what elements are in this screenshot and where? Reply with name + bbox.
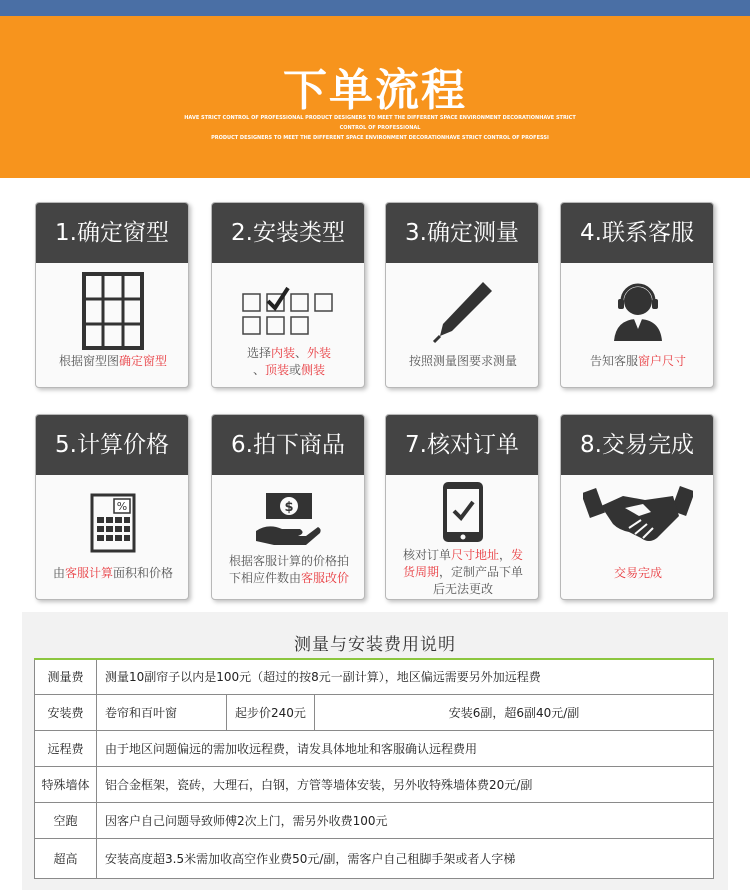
caption-text: 核对订单 <box>402 548 451 562</box>
fee-key: 测量费 <box>35 659 97 695</box>
step-title: 7.核对订单 <box>386 415 538 475</box>
fee-value-b: 起步价240元 <box>227 695 315 731</box>
fee-value: 铝合金框架，瓷砖，大理石，白钢，方管等墙体安装，另外收特殊墙体费20元/副 <box>97 767 714 803</box>
page-title: 下单流程 <box>283 65 467 116</box>
caption-highlight: 货周期 <box>402 565 439 579</box>
fee-key: 安装费 <box>35 695 97 731</box>
fee-key: 空跑 <box>35 803 97 839</box>
caption-text: 下相应件数由 <box>228 571 301 585</box>
table-accent-line <box>34 658 714 660</box>
phone-check-icon <box>386 477 539 547</box>
calculator-icon <box>36 483 189 563</box>
fee-key: 特殊墙体 <box>35 767 97 803</box>
caption-text: 根据客服计算的价格拍 <box>228 554 349 568</box>
header-banner <box>0 16 750 178</box>
header-subtitle <box>170 113 590 143</box>
step-card-6 <box>211 414 365 600</box>
fee-value: 因客户自己问题导致师傅2次上门，需另外收费100元 <box>97 803 714 839</box>
fee-value: 由于地区问题偏远的需加收远程费，请发具体地址和客服确认远程费用 <box>97 731 714 767</box>
table-row <box>35 803 714 839</box>
step-title: 3.确定测量 <box>386 203 538 263</box>
step-caption <box>565 353 711 370</box>
step-title: 4.联系客服 <box>561 203 713 263</box>
caption-text: 、 <box>252 363 265 377</box>
caption-highlight: 确定窗型 <box>119 354 168 368</box>
fee-section <box>22 612 728 890</box>
fee-value: 安装高度超3.5米需加收高空作业费50元/副，需客户自己租脚手架或者人字梯 <box>97 839 714 879</box>
top-strip <box>0 0 750 16</box>
step-caption <box>390 547 536 598</box>
table-row <box>35 839 714 879</box>
caption-text: 按照测量图要求测量 <box>408 354 517 368</box>
step-card-2 <box>211 202 365 388</box>
fee-value: 测量10副帘子以内是100元（超过的按8元一副计算），地区偏远需要另外加远程费 <box>97 659 714 695</box>
step-caption <box>40 353 186 370</box>
caption-text: 或 <box>289 363 302 377</box>
caption-text: 选择 <box>246 346 271 360</box>
fee-section-title: 测量与安装费用说明 <box>294 635 456 655</box>
checkbox-icon <box>212 271 365 351</box>
window-icon <box>36 271 189 351</box>
step-title: 6.拍下商品 <box>212 415 364 475</box>
caption-highlight: 交易完成 <box>613 566 662 580</box>
fee-table <box>34 658 714 879</box>
step-caption <box>216 345 362 379</box>
fee-value-c: 安装6副，超6副40元/副 <box>315 695 714 731</box>
caption-highlight: 客服改价 <box>301 571 350 585</box>
step-caption <box>565 565 711 582</box>
fee-value-a: 卷帘和百叶窗 <box>97 695 227 731</box>
caption-highlight: 尺寸地址 <box>450 548 499 562</box>
caption-highlight: 发 <box>511 548 524 562</box>
step-caption <box>390 353 536 370</box>
step-title: 1.确定窗型 <box>36 203 188 263</box>
money-icon <box>212 479 365 559</box>
fee-key: 超高 <box>35 839 97 879</box>
step-card-4 <box>560 202 714 388</box>
handshake-icon <box>561 477 714 557</box>
table-row <box>35 695 714 731</box>
caption-text: 由 <box>52 566 65 580</box>
step-card-5 <box>35 414 189 600</box>
step-title: 2.安装类型 <box>212 203 364 263</box>
svg-text:%: % <box>116 500 128 513</box>
step-card-8 <box>560 414 714 600</box>
table-row <box>35 767 714 803</box>
table-row <box>35 659 714 695</box>
caption-text: 后无法更改 <box>432 582 493 596</box>
caption-text: 面积和价格 <box>113 566 174 580</box>
svg-text:$: $ <box>284 500 294 515</box>
pen-icon <box>386 271 539 351</box>
steps-grid <box>0 200 750 610</box>
caption-highlight: 窗户尺寸 <box>638 354 687 368</box>
step-caption <box>40 565 186 582</box>
caption-text: 告知客服 <box>589 354 638 368</box>
caption-highlight: 内装 <box>270 346 295 360</box>
fee-key: 远程费 <box>35 731 97 767</box>
header-subtitle-line1: HAVE STRICT CONTROL OF PROFESSIONAL PRODUCT DESIGNERS TO MEET THE DIFFERENT SPACE ENVIRONMENT DECORATIONHAVE STRICT CONTROL OF PROFESSIONAL <box>184 115 576 131</box>
caption-highlight: 侧装 <box>301 363 326 377</box>
caption-highlight: 外装 <box>307 346 332 360</box>
step-caption <box>216 553 362 587</box>
step-title: 5.计算价格 <box>36 415 188 475</box>
caption-highlight: 客服计算 <box>64 566 113 580</box>
caption-highlight: 顶装 <box>264 363 289 377</box>
step-card-1 <box>35 202 189 388</box>
step-card-3 <box>385 202 539 388</box>
service-icon <box>561 271 714 351</box>
caption-text: 、 <box>295 346 308 360</box>
caption-text: ，定制产品下单 <box>439 565 524 579</box>
step-card-7 <box>385 414 539 600</box>
header-subtitle-line2: PRODUCT DESIGNERS TO MEET THE DIFFERENT SPACE ENVIRONMENT DECORATIONHAVE STRICT CONTROL OF PROFESSI <box>211 135 549 141</box>
caption-text: ， <box>499 548 512 562</box>
caption-text: 根据窗型图 <box>58 354 119 368</box>
table-row <box>35 731 714 767</box>
step-title: 8.交易完成 <box>561 415 713 475</box>
